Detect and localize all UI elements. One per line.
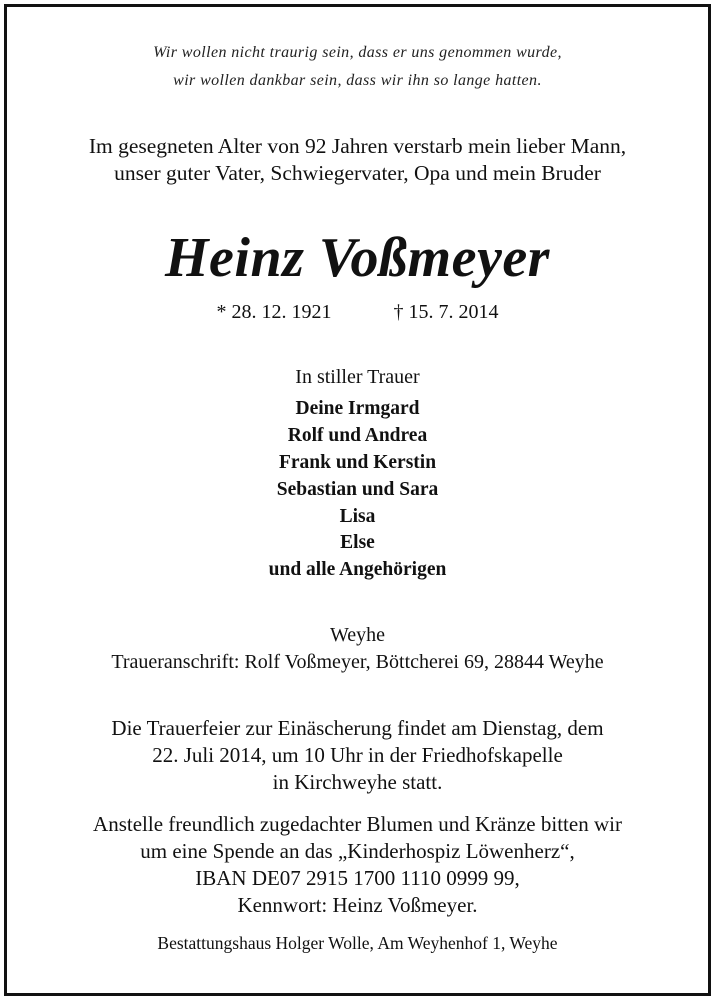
mourner-name: Deine Irmgard bbox=[295, 398, 420, 419]
ceremony-line-1: Die Trauerfeier zur Einäscherung findet am Dienstag, dem bbox=[111, 716, 604, 740]
intro-line-1: Im gesegneten Alter von 92 Jahren verstarb mein lieber Mann, bbox=[88, 134, 627, 158]
mourning-address: Traueranschrift: Rolf Voßmeyer, Böttcherei 69, 28844 Weyhe bbox=[111, 651, 604, 673]
mourner-name: Frank und Kerstin bbox=[278, 452, 437, 473]
motto-line-2: wir wollen dankbar sein, dass wir ihn so lange hatten. bbox=[173, 72, 542, 89]
undertaker-info: Bestattungshaus Holger Wolle, Am Weyhenhof 1, Weyhe bbox=[157, 933, 558, 953]
mourner-name: Else bbox=[340, 532, 375, 553]
death-date: † 15. 7. 2014 bbox=[393, 301, 499, 323]
mourner-name: Rolf und Andrea bbox=[287, 425, 428, 446]
mourning-heading: In stiller Trauer bbox=[295, 366, 420, 388]
donation-keyword: Kennwort: Heinz Voßmeyer. bbox=[237, 893, 478, 917]
life-dates bbox=[0, 301, 715, 324]
intro-line-2: unser guter Vater, Schwiegervater, Opa und mein Bruder bbox=[114, 161, 601, 185]
mourner-name: Lisa bbox=[339, 506, 376, 527]
donation-iban: IBAN DE07 2915 1700 1110 0999 99, bbox=[195, 866, 520, 890]
ceremony-line-3: in Kirchweyhe statt. bbox=[272, 770, 443, 794]
donation-line-1: Anstelle freundlich zugedachter Blumen und Kränze bitten wir bbox=[93, 812, 622, 836]
birth-date: * 28. 12. 1921 bbox=[216, 301, 332, 323]
mourning-place: Weyhe bbox=[329, 624, 386, 646]
donation-line-2: um eine Spende an das „Kinderhospiz Löwenherz“, bbox=[140, 839, 575, 863]
ceremony-line-2: 22. Juli 2014, um 10 Uhr in der Friedhofskapelle bbox=[152, 743, 563, 767]
motto-line-1: Wir wollen nicht traurig sein, dass er uns genommen wurde, bbox=[153, 44, 562, 61]
mourner-name: und alle Angehörigen bbox=[268, 559, 447, 580]
deceased-name: Heinz Voßmeyer bbox=[165, 227, 550, 289]
mourner-name: Sebastian und Sara bbox=[276, 479, 439, 500]
